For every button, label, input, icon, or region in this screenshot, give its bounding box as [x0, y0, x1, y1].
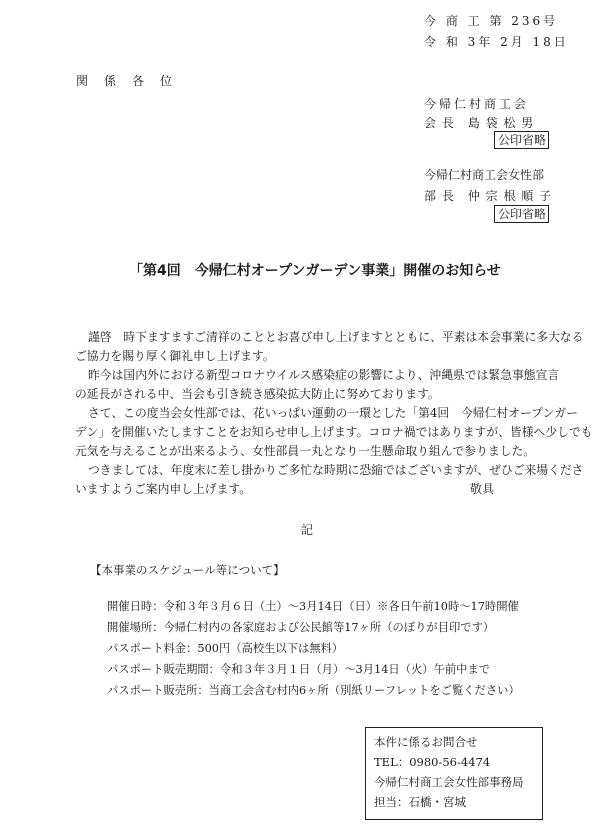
- schedule-item: パスポート販売期間：令和３年３月１日（月）～3月14日（火）午前中まで: [107, 663, 491, 676]
- document-number: 今 商 工 第 236号: [424, 14, 559, 28]
- schedule-item: パスポート料金：500円（高校生以下は無料）: [107, 642, 344, 655]
- sender-org: 今帰仁村商工会: [424, 97, 530, 111]
- sender-title-name: 部 長 仲 宗 根 順 子: [424, 189, 553, 203]
- body-line: ご協力を賜り厚く御礼申し上げます。: [75, 349, 275, 363]
- seal-omitted-label: 公印省略: [494, 131, 549, 149]
- sender-org: 今帰仁村商工会女性部: [424, 168, 545, 182]
- schedule-item: 開催日時：令和３年３月６日（土）～3月14日（日）※各日午前10時～17時開催: [107, 600, 519, 613]
- closing-word: 敬具: [470, 482, 495, 496]
- body-line: つきましては、年度末に差し掛かりご多忙な時期に恐縮ではございますが、ぜひご来場くださ: [88, 463, 584, 477]
- contact-box: [365, 727, 543, 820]
- contact-heading: 本件に係るお問合せ: [374, 735, 478, 749]
- body-line: 謹啓 時下ますますご清祥のこととお喜び申し上げますとともに、平素は本会事業に多大なる: [88, 330, 584, 344]
- addressee: 関 係 各 位: [76, 74, 175, 88]
- page-title: 「第4回 今帰仁村オープンガーデン事業」開催のお知らせ: [129, 263, 501, 279]
- body-line: さて、この度当会女性部では、花いっぱい運動の一環とした「第4回 今帰仁村オープンガー: [88, 406, 578, 420]
- contact-phone: TEL：0980-56-4474: [374, 755, 491, 769]
- contact-office: 今帰仁村商工会女性部事務局: [374, 775, 524, 789]
- seal-omitted-label: 公印省略: [494, 205, 549, 223]
- document-date: 令 和 3年 2月 18日: [424, 35, 569, 49]
- notation-label: 記: [301, 523, 314, 537]
- body-line: 昨今は国内外における新型コロナウイルス感染症の影響により、沖縄県では緊急事態宣言: [88, 368, 560, 382]
- body-line: デン」を開催いたしますことをお知らせ申し上げます。コロナ禍ではありますが、皆様へ少しでも: [75, 425, 593, 439]
- schedule-item: パスポート販売所：当商工会含む村内6ヶ所（別紙リーフレットをご覧ください）: [107, 684, 520, 697]
- contact-staff: 担当：石橋・宮城: [374, 795, 466, 809]
- schedule-item: 開催場所：今帰仁村内の各家庭および公民館等17ヶ所（のぼりが目印です）: [107, 621, 495, 634]
- body-line: の延長がされる中、当会も引き続き感染拡大防止に努めております。: [75, 387, 440, 401]
- sender-title-name: 会 長 島 袋 松 男: [424, 116, 535, 130]
- schedule-heading: 【本事業のスケジュール等について】: [90, 563, 285, 577]
- body-line: いますようご案内申し上げます。: [75, 482, 252, 496]
- body-line: 元気を与えることが出来るよう、女性部員一丸となり一生懸命取り組んで参りました。: [75, 444, 536, 458]
